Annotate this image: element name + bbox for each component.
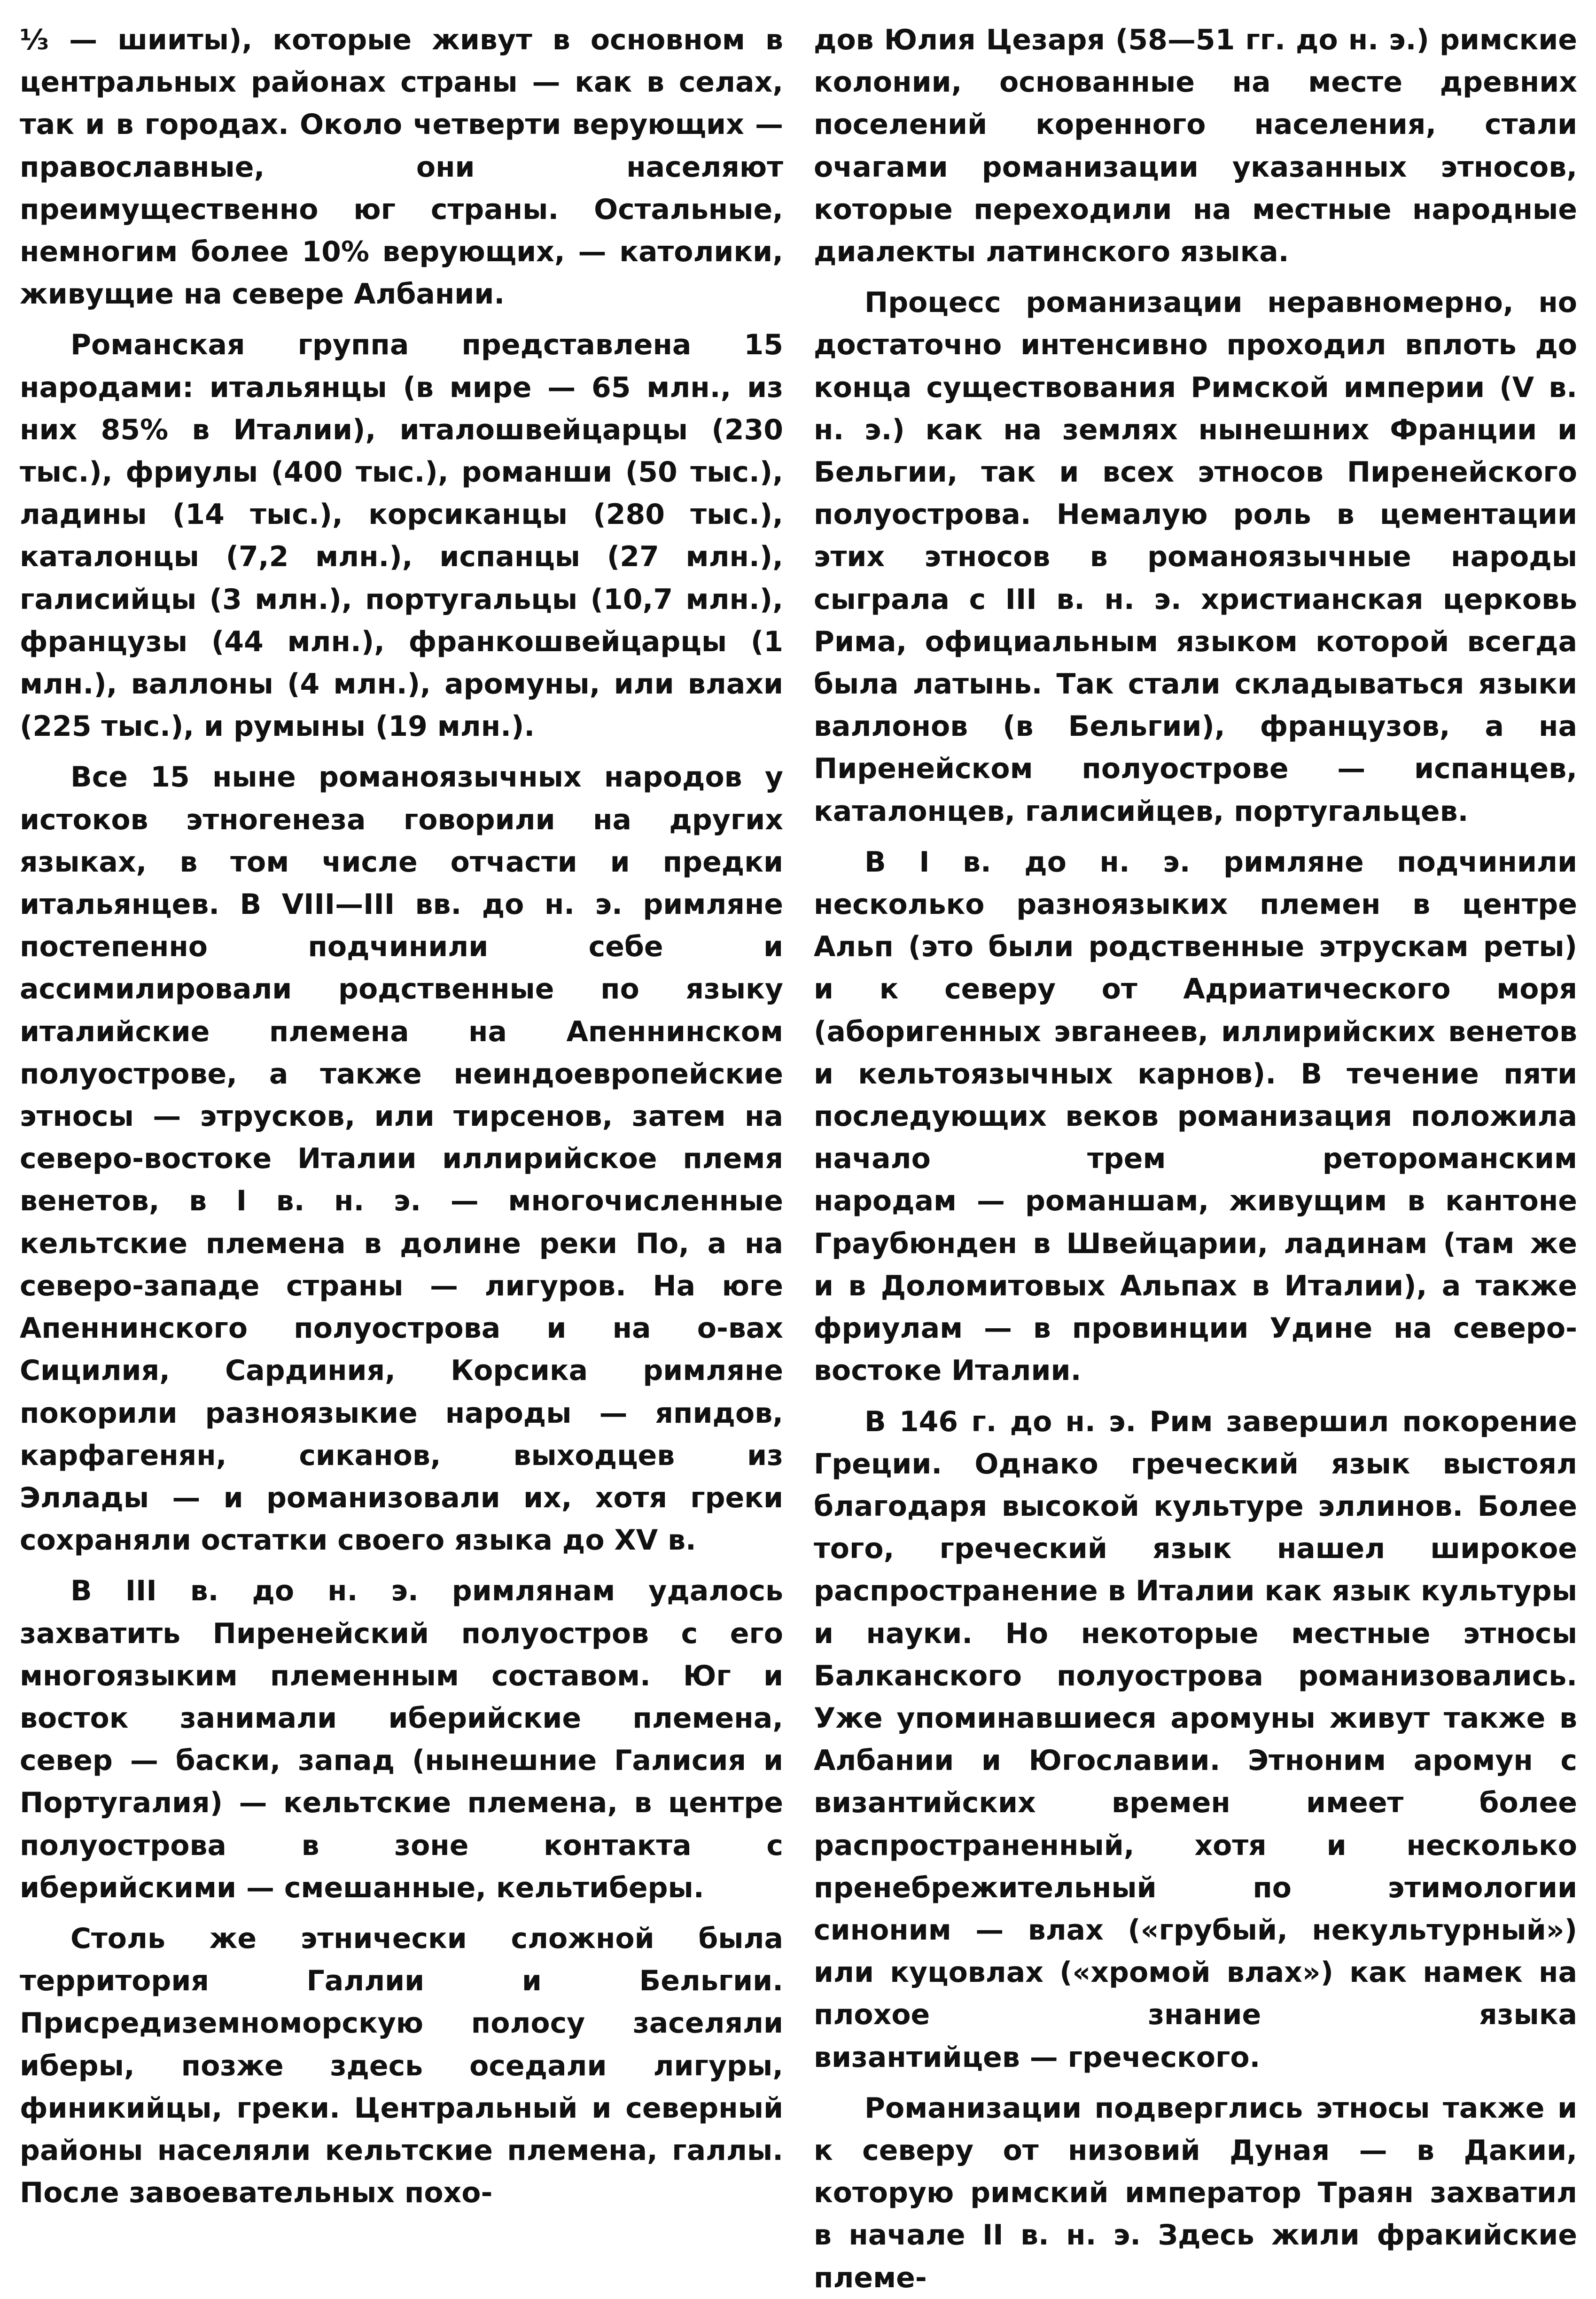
right-column xyxy=(814,19,1577,2294)
left-column xyxy=(20,19,783,2210)
section-heading: Романская группа xyxy=(70,328,409,362)
paragraph: В I в. до н. э. римляне подчинили несколько разноязыких племен в центре Альп (это были родственные этрускам реты) и к северу от Адриатического моря (аборигенных эвганеев, иллирийских венетов и кельтоязычных карнов). В течение пяти последующих веков романизация положила начало трем ретороманским народам — романшам, живущим в кантоне Граубюнден в Швейцарии, ладинам (там же и в Доломитовых Альпах в Италии), а также фриулам — в провинции Удине на северо-востоке Италии. xyxy=(814,845,1577,1387)
paragraph: Все 15 ныне романоязычных народов у истоков этногенеза говорили на других языках, в том числе отчасти и предки итальянцев. В VIII—III вв. до н. э. римляне постепенно подчинили себе и ассимилировали родственные по языку италийские племена на Апеннинском полуострове, а также неиндоевропейские этносы — этрусков, или тирсенов, затем на северо-востоке Италии иллирийское племя венетов, в I в. н. э. — многочисленные кельтские племена в долине реки По, а на северо-западе страны — лигуров. На юге Апеннинского полуострова и на о-вах Сицилия, Сардиния, Корсика римляне покорили разноязыкие народы — япидов, карфагенян, сиканов, выходцев из Эллады — и романизовали их, хотя греки сохраняли остатки своего языка до XV в. xyxy=(20,761,783,1557)
paragraph: дов Юлия Цезаря (58—51 гг. до н. э.) римские колонии, основанные на месте древних поселений коренного населения, стали очагами романизации указанных этносов, которые переходили на местные народные диалекты латинского языка. xyxy=(814,23,1577,269)
paragraph-text: представлена 15 народами: итальянцы (в мире — 65 млн., из них 85% в Италии), италошвейцарцы (230 тыс.), фриулы (400 тыс.), романши (50 тыс.), ладины (14 тыс.), корсиканцы (280 тыс.), каталонцы (7,2 млн.), испанцы (27 млн.), галисийцы (3 млн.), португальцы (10,7 млн.), французы (44 млн.), франкошвейцарцы (1 млн.), валлоны (4 млн.), аромуны, или влахи (225 тыс.), и румыны (19 млн.). xyxy=(20,328,783,743)
paragraph: Столь же этнически сложной была территория Галлии и Бельгии. Присредиземноморскую полосу заселяли иберы, позже здесь оседали лигуры, финикийцы, греки. Центральный и северный районы населяли кельтские племена, галлы. После завоевательных похо- xyxy=(20,1922,783,2210)
paragraph: В 146 г. до н. э. Рим завершил покорение Греции. Однако греческий язык выстоял благодаря высокой культуре эллинов. Более того, греческий язык нашел широкое распространение в Италии как язык культуры и науки. Но некоторые местные этносы Балканского полуострова романизовались. Уже упоминавшиеся аромуны живут также в Албании и Югославии. Этноним аромун с византийских времен имеет более распространенный, хотя и несколько пренебрежительный по этимологии синоним — влах («грубый, некультурный») или куцовлах («хромой влах») как намек на плохое знание языка византийцев — греческого. xyxy=(814,1405,1577,2074)
paragraph: Процесс романизации неравномерно, но достаточно интенсивно проходил вплоть до конца существования Римской империи (V в. н. э.) как на землях нынешних Франции и Бельгии, так и всех этносов Пиренейского полуострова. Немалую роль в цементации этих этносов в романоязычные народы сыграла с III в. н. э. христианская церковь Рима, официальным языком которой всегда была латынь. Так стали складываться языки валлонов (в Бельгии), французов, а на Пиренейском полуострове — испанцев, каталонцев, галисийцев, португальцев. xyxy=(814,286,1577,828)
paragraph: ⅓ — шииты), которые живут в основном в центральных районах страны — как в селах, так и в городах. Около четверти верующих — православные, они населяют преимущественно юг страны. Остальные, немногим более 10% верующих, — католики, живущие на севере Албании. xyxy=(20,23,783,311)
paragraph: В III в. до н. э. римлянам удалось захватить Пиренейский полуостров с его многоязыким племенным составом. Юг и восток занимали иберийские племена, север — баски, запад (нынешние Галисия и Португалия) — кельтские племена, в центре полуострова в зоне контакта с иберийскими — смешанные, кельтиберы. xyxy=(20,1574,783,1904)
paragraph: Романизации подверглись этносы также и к северу от низовий Дуная — в Дакии, которую римский император Траян захватил в начале II в. н. э. Здесь жили фракийские племе- xyxy=(814,2091,1577,2294)
paragraph-romance-group xyxy=(20,324,783,748)
